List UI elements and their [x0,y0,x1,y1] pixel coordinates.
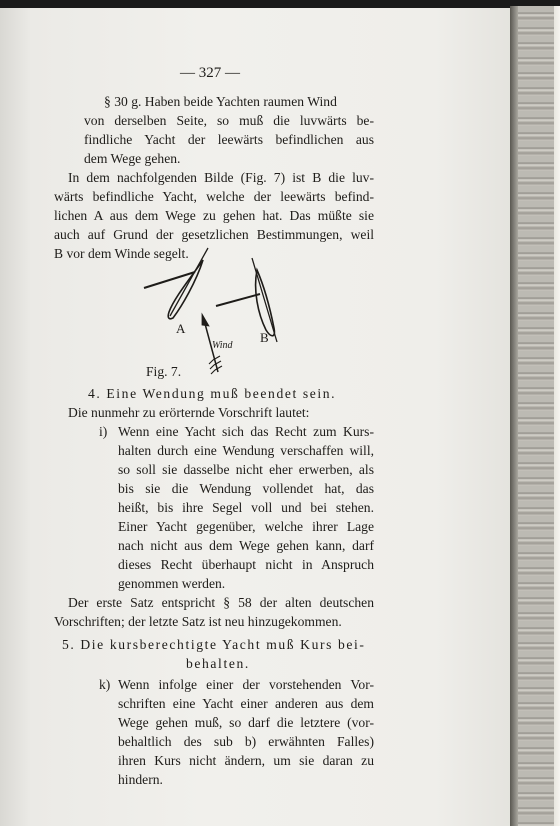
text-line: In dem nachfolgenden Bilde (Fig. 7) ist B die luv- [68,170,374,185]
text-line: Wenn infolge einer der vorstehenden Vor- [118,677,374,692]
text-line: genommen werden. [118,576,226,591]
text-line: behaltlich des sub b) erwähnten Falles) [118,734,374,749]
page-number: — 327 — [180,65,240,81]
text-line: Die nunmehr zu erörternde Vorschrift lautet: [68,405,310,420]
section-heading: 5. Die kursberechtigte Yacht muß Kurs bei- [62,637,366,652]
text-line: § 30 g. Haben beide Yachten raumen Wind [104,94,337,109]
text-line: lichen A aus dem Wege zu gehen hat. Das müßte sie [54,208,374,223]
yacht-a-icon [144,248,208,319]
text-line: schriften eine Yacht einer anderen aus dem [118,696,374,711]
list-marker: i) [99,424,108,439]
text-line: heißt, bis ihre Segel voll und bei stehen. [118,500,374,515]
section-heading: behalten. [186,656,250,671]
section-heading: 4. Eine Wendung muß beendet sein. [88,386,337,401]
book-binding [510,6,560,826]
text-line: B vor dem Winde segelt. [54,246,189,261]
list-marker: k) [99,677,111,692]
text-line: dieses Recht überhaupt nicht in Anspruch [118,557,374,572]
text-line: Wenn eine Yacht sich das Recht zum Kurs- [118,424,374,439]
wind-label: Wind [212,340,233,351]
label-a: A [176,321,186,336]
figure-7-diagram [140,242,300,378]
text-line: Einer Yacht gegenüber, welche ihrer Lage [118,519,374,534]
text-line: hindern. [118,772,163,787]
text-line: halten durch eine Wendung verschaffen will, [118,443,374,458]
text-line: ihren Kurs nicht ändern, um sie daran zu [118,753,374,768]
text-line: findliche Yacht der leewärts befindlichen aus [84,132,374,147]
text-line: dem Wege gehen. [84,151,181,166]
text-line: Vorschriften; der letzte Satz ist neu hinzugekommen. [54,614,342,629]
text-line: Wege gehen muß, so darf die letztere (vor- [118,715,374,730]
text-line: wärts befindliche Yacht, welche der leewärts befind- [54,189,374,204]
figure-caption: Fig. 7. [146,364,182,379]
text-line: bis sie die Wendung vollendet hat, das [118,481,374,496]
text-line: Der erste Satz entspricht § 58 der alten deutschen [68,595,374,610]
text-line: auch auf Grund der gesetzlichen Bestimmungen, weil [54,227,374,242]
label-b: B [260,330,269,345]
text-line: so soll sie dasselbe nicht eher erwerben, als [118,462,374,477]
text-line: von derselben Seite, so muß die luvwärts be- [84,113,374,128]
text-line: nach nicht aus dem Wege gehen kann, darf [118,538,374,553]
